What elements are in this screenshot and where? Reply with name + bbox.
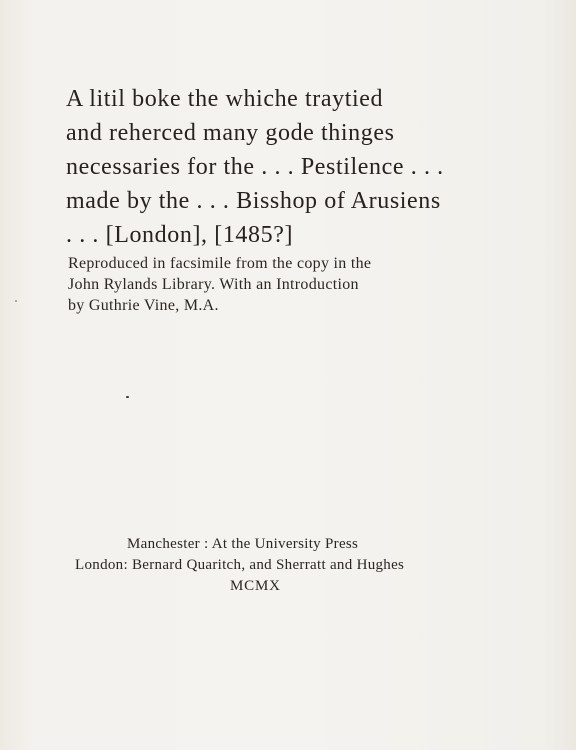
imprint — [0, 534, 576, 597]
title-line-5: . . . [London], [1485?] — [66, 222, 294, 248]
title-line-1: A litil boke the whiche traytied — [66, 86, 384, 112]
reproduction-note — [68, 253, 548, 316]
subtitle-line-1: Reproduced in facsimile from the copy in the — [68, 255, 372, 272]
book-title — [66, 82, 546, 252]
paper-speck — [15, 300, 17, 302]
title-line-3: necessaries for the . . . Pestilence . . . — [66, 154, 444, 180]
paper-speck — [126, 396, 129, 398]
subtitle-line-2: John Rylands Library. With an Introduction — [68, 276, 359, 293]
title-line-4: made by the . . . Bisshop of Arusiens — [66, 188, 441, 214]
imprint-line-1: Manchester : At the University Press — [127, 536, 359, 552]
imprint-line-3: MCMX — [230, 578, 281, 594]
imprint-line-2: London: Bernard Quaritch, and Sherratt and Hughes — [75, 557, 405, 573]
title-line-2: and reherced many gode thinges — [66, 120, 395, 146]
subtitle-line-3: by Guthrie Vine, M.A. — [68, 297, 219, 314]
